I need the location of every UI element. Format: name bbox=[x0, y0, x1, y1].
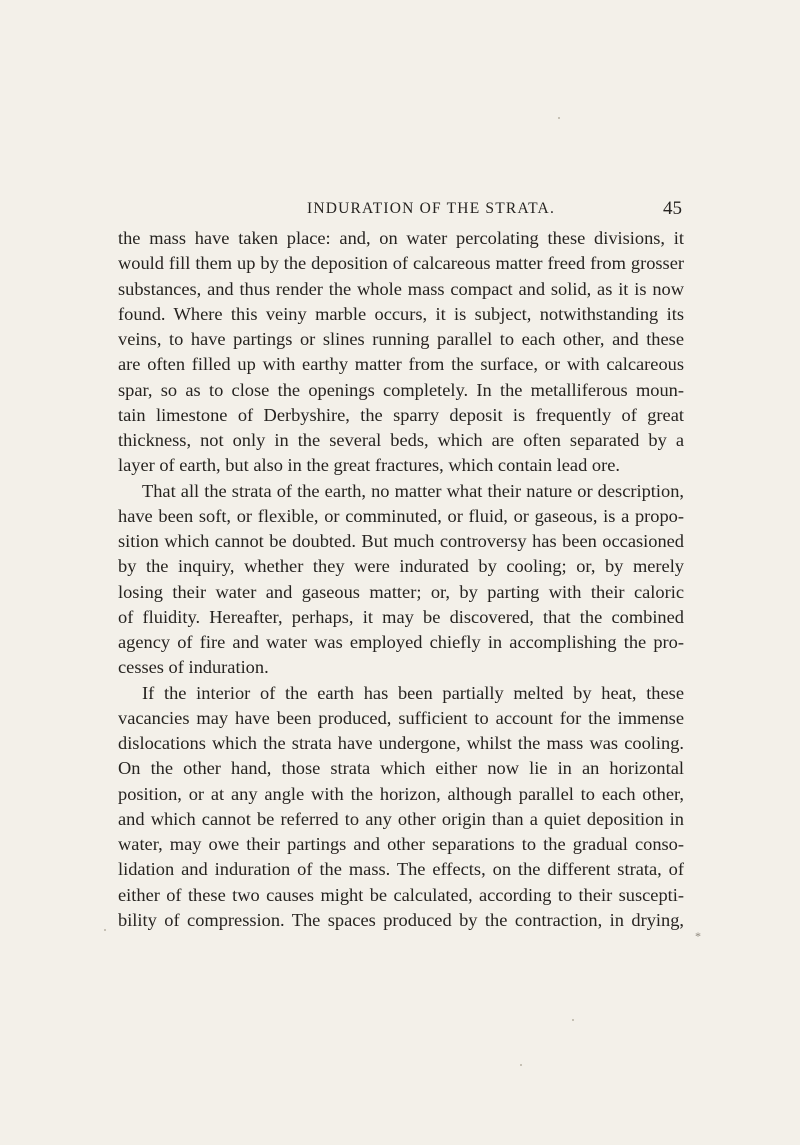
text-line: either of these two causes might be calculated, according to their suscepti- bbox=[118, 884, 684, 905]
text-line: are often filled up with earthy matter from the surface, or with calcareous bbox=[118, 354, 684, 375]
text-line: and which cannot be referred to any other origin than a quiet deposition in bbox=[118, 808, 684, 829]
text-line: by the inquiry, whether they were indurated by cooling; or, by merely bbox=[118, 556, 684, 577]
paper-speck bbox=[572, 1019, 574, 1021]
margin-mark: * bbox=[695, 929, 701, 943]
body-text bbox=[118, 226, 684, 933]
text-line: water, may owe their partings and other separations to the gradual conso- bbox=[118, 834, 684, 854]
text-line: losing their water and gaseous matter; or, by parting with their caloric bbox=[118, 581, 684, 602]
text-line: position, or at any angle with the horizon, although parallel to each other, bbox=[118, 783, 684, 804]
paper-speck bbox=[520, 1064, 522, 1066]
text-line: spar, so as to close the openings completely. In the metalliferous moun- bbox=[118, 379, 684, 400]
text-line: sition which cannot be doubted. But much controversy has been occasioned bbox=[118, 531, 684, 551]
text-line: bility of compression. The spaces produced by the contraction, in drying, bbox=[118, 909, 684, 930]
text-line: veins, to have partings or slines running parallel to each other, and these bbox=[118, 329, 684, 349]
text-line: found. Where this veiny marble occurs, it is subject, notwithstanding its bbox=[118, 303, 684, 324]
text-line: layer of earth, but also in the great fractures, which contain lead ore. bbox=[118, 455, 620, 476]
text-line: thickness, not only in the several beds, which are often separated by a bbox=[118, 430, 684, 450]
text-line: vacancies may have been produced, sufficient to account for the immense bbox=[118, 707, 684, 728]
page-header bbox=[180, 200, 682, 224]
text-line: have been soft, or flexible, or comminuted, or fluid, or gaseous, is a propo- bbox=[118, 505, 684, 526]
text-line: cesses of induration. bbox=[118, 657, 269, 678]
text-line: substances, and thus render the whole mass compact and solid, as it is now bbox=[118, 278, 684, 299]
text-line: That all the strata of the earth, no matter what their nature or description, bbox=[142, 480, 684, 501]
text-line: dislocations which the strata have undergone, whilst the mass was cooling. bbox=[118, 733, 684, 753]
running-title: INDURATION OF THE STRATA. bbox=[306, 200, 556, 217]
text-line: lidation and induration of the mass. The effects, on the different strata, of bbox=[118, 859, 684, 880]
text-line: tain limestone of Derbyshire, the sparry deposit is frequently of great bbox=[118, 404, 684, 425]
page-number: 45 bbox=[663, 198, 682, 219]
text-line: of fluidity. Hereafter, perhaps, it may be discovered, that the combined bbox=[118, 606, 684, 627]
text-line: the mass have taken place: and, on water percolating these divisions, it bbox=[118, 228, 684, 248]
text-line: If the interior of the earth has been partially melted by heat, these bbox=[142, 682, 684, 703]
text-line: On the other hand, those strata which either now lie in an horizontal bbox=[118, 758, 684, 779]
text-line: would fill them up by the deposition of calcareous matter freed from grosser bbox=[118, 253, 684, 274]
text-line: agency of fire and water was employed chiefly in accomplishing the pro- bbox=[118, 632, 684, 652]
paper-speck bbox=[104, 929, 106, 931]
paper-speck bbox=[558, 117, 560, 119]
